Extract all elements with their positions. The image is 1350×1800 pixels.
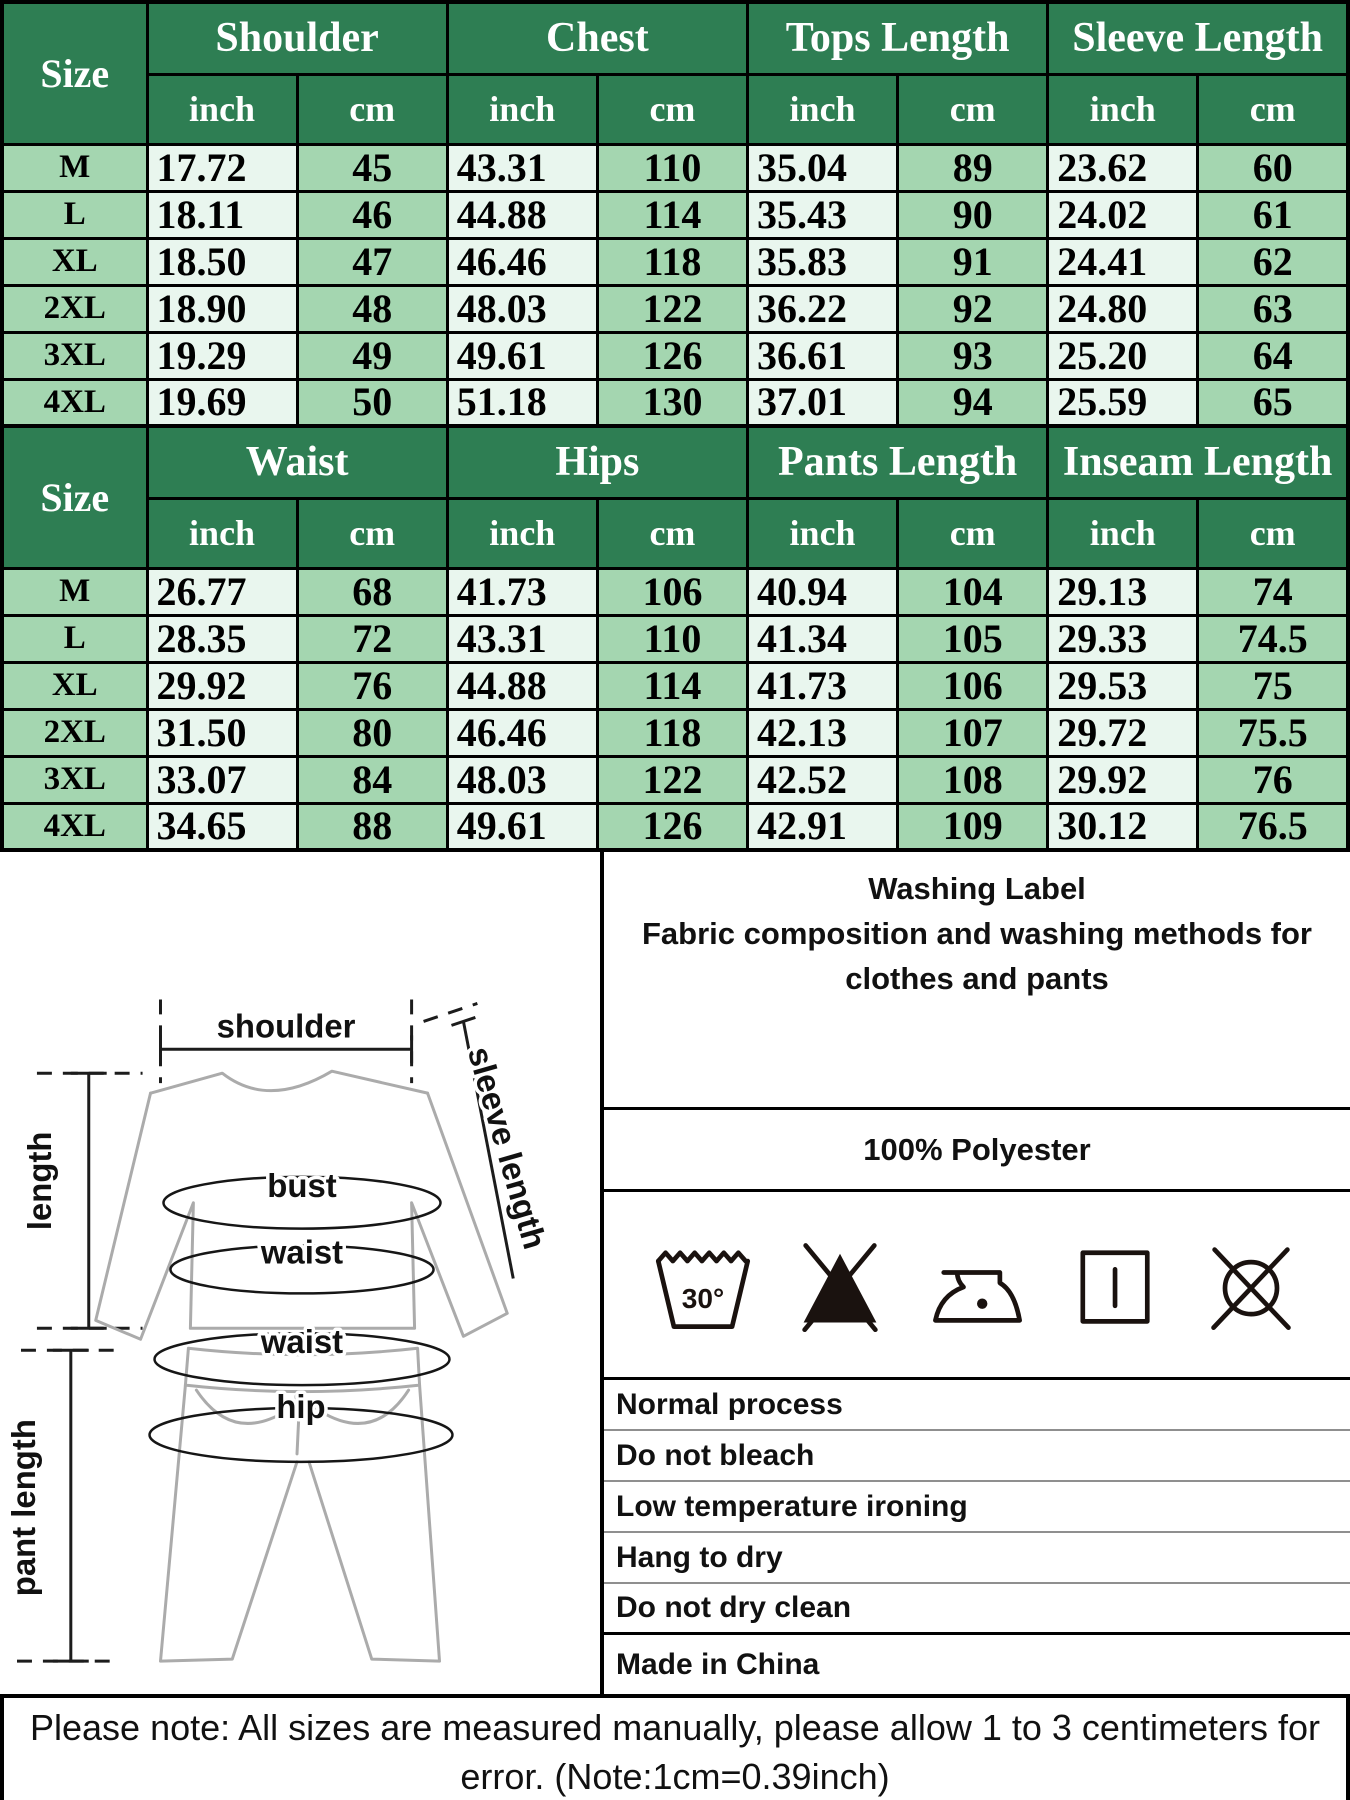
measurement-value: 72: [297, 615, 447, 662]
measurement-value: 91: [898, 238, 1048, 285]
measurement-value: 42.13: [748, 709, 898, 756]
measurement-value: 44.88: [447, 662, 597, 709]
pant-length-label: pant length: [4, 1419, 42, 1597]
measurement-value: 46.46: [447, 238, 597, 285]
measurement-value: 37.01: [748, 379, 898, 426]
measurement-value: 94: [898, 379, 1048, 426]
measurement-value: 49.61: [447, 803, 597, 850]
measurement-value: 64: [1198, 332, 1348, 379]
do-not-dry-clean-icon: [1197, 1230, 1305, 1340]
measurement-value: 44.88: [447, 191, 597, 238]
measurement-value: 48.03: [447, 756, 597, 803]
washing-label-title: Washing Label: [868, 871, 1086, 906]
measurement-value: 24.02: [1048, 191, 1198, 238]
measurement-value: 46: [297, 191, 447, 238]
measurement-value: 76.5: [1198, 803, 1348, 850]
size-column-header: Size: [2, 2, 147, 144]
measurement-value: 84: [297, 756, 447, 803]
table-row: [2, 238, 1348, 285]
unit-header: cm: [297, 74, 447, 144]
measurement-value: 63: [1198, 285, 1348, 332]
measurement-value: 60: [1198, 144, 1348, 191]
measurement-value: 126: [597, 803, 747, 850]
unit-header: cm: [898, 74, 1048, 144]
measurement-diagram: [0, 852, 600, 1694]
shoulder-label: shoulder: [216, 1007, 356, 1045]
measurement-value: 65: [1198, 379, 1348, 426]
group-header-chest: Chest: [447, 2, 747, 74]
unit-header: cm: [1198, 498, 1348, 568]
size-label: 3XL: [2, 332, 147, 379]
measurement-value: 122: [597, 285, 747, 332]
measurement-value: 62: [1198, 238, 1348, 285]
pants-waist-label: waist: [260, 1323, 344, 1361]
size-column-header: Size: [2, 426, 147, 568]
measurement-value: 29.33: [1048, 615, 1198, 662]
measurement-value: 18.11: [147, 191, 297, 238]
size-label: L: [2, 191, 147, 238]
measurement-value: 49: [297, 332, 447, 379]
table-row: [2, 332, 1348, 379]
made-in-china-label: Made in China: [616, 1647, 820, 1681]
measurement-value: 26.77: [147, 568, 297, 615]
measurement-value: 114: [597, 662, 747, 709]
size-label: 4XL: [2, 803, 147, 850]
measurement-value: 92: [898, 285, 1048, 332]
size-label: M: [2, 144, 147, 191]
pants-size-table: [0, 424, 1350, 852]
tops-size-table: [0, 0, 1350, 428]
group-header-waist: Waist: [147, 426, 447, 498]
measurement-value: 35.83: [748, 238, 898, 285]
size-label: 3XL: [2, 756, 147, 803]
care-instruction-low-temperature-ironing: Low temperature ironing: [604, 1482, 1350, 1533]
unit-header: inch: [147, 74, 297, 144]
measurement-value: 41.73: [447, 568, 597, 615]
unit-header: cm: [597, 498, 747, 568]
measurement-value: 31.50: [147, 709, 297, 756]
measurement-value: 105: [898, 615, 1048, 662]
measurement-value: 45: [297, 144, 447, 191]
table-row: [2, 615, 1348, 662]
measurement-value: 30.12: [1048, 803, 1198, 850]
group-header-tops-length: Tops Length: [748, 2, 1048, 74]
tops-table-body: [2, 144, 1348, 426]
measurement-value: 118: [597, 238, 747, 285]
measurement-value: 29.72: [1048, 709, 1198, 756]
hip-label: hip: [276, 1387, 326, 1425]
table-row: [2, 756, 1348, 803]
hang-to-dry-icon: [1060, 1230, 1168, 1340]
table-row: [2, 285, 1348, 332]
fabric-composition: 100% Polyester: [604, 1110, 1350, 1192]
measurement-value: 43.31: [447, 144, 597, 191]
measurement-value: 75: [1198, 662, 1348, 709]
measurement-value: 61: [1198, 191, 1348, 238]
note-line-1: Please note: All sizes are measured manually, please allow 1 to 3 centimeters for: [30, 1707, 1320, 1748]
measurement-value: 80: [297, 709, 447, 756]
washing-label-subtitle-line1: Fabric composition and washing methods for: [642, 916, 1312, 951]
unit-header: inch: [748, 74, 898, 144]
washing-info-panel: [600, 852, 1350, 1694]
measurement-value: 104: [898, 568, 1048, 615]
unit-header: inch: [1048, 74, 1198, 144]
size-label: XL: [2, 662, 147, 709]
table-row: [2, 191, 1348, 238]
group-header-shoulder: Shoulder: [147, 2, 447, 74]
measurement-value: 48: [297, 285, 447, 332]
measurement-value: 25.20: [1048, 332, 1198, 379]
measurement-value: 122: [597, 756, 747, 803]
measurement-value: 43.31: [447, 615, 597, 662]
measurement-value: 18.90: [147, 285, 297, 332]
unit-header: cm: [597, 74, 747, 144]
size-label: 4XL: [2, 379, 147, 426]
measurement-value: 35.04: [748, 144, 898, 191]
measurement-note: [0, 1694, 1350, 1800]
measurement-value: 23.62: [1048, 144, 1198, 191]
measurement-value: 74: [1198, 568, 1348, 615]
care-icons-row: [604, 1192, 1350, 1380]
measurement-value: 33.07: [147, 756, 297, 803]
measurement-value: 47: [297, 238, 447, 285]
care-instruction-do-not-dry-clean: Do not dry clean: [604, 1584, 1350, 1635]
measurement-value: 19.69: [147, 379, 297, 426]
info-section: [0, 852, 1350, 1694]
measurement-value: 42.91: [748, 803, 898, 850]
group-header-row: [2, 426, 1348, 498]
washing-label-subtitle-line2: clothes and pants: [845, 961, 1109, 996]
unit-header: inch: [147, 498, 297, 568]
measurement-value: 41.34: [748, 615, 898, 662]
care-instruction-hang-to-dry: Hang to dry: [604, 1533, 1350, 1584]
size-label: 2XL: [2, 285, 147, 332]
bust-label: bust: [267, 1166, 337, 1204]
table-row: [2, 662, 1348, 709]
measurement-value: 25.59: [1048, 379, 1198, 426]
measurement-value: 48.03: [447, 285, 597, 332]
unit-header: inch: [447, 74, 597, 144]
measurement-value: 76: [1198, 756, 1348, 803]
measurement-value: 130: [597, 379, 747, 426]
measurement-value: 110: [597, 615, 747, 662]
garment-diagram-svg: [0, 852, 600, 1694]
measurement-value: 89: [898, 144, 1048, 191]
size-label: M: [2, 568, 147, 615]
measurement-value: 114: [597, 191, 747, 238]
unit-header: inch: [748, 498, 898, 568]
group-header-inseam-length: Inseam Length: [1048, 426, 1348, 498]
size-label: 2XL: [2, 709, 147, 756]
measurement-value: 29.53: [1048, 662, 1198, 709]
measurement-value: 106: [898, 662, 1048, 709]
group-header-pants-length: Pants Length: [748, 426, 1048, 498]
table-row: [2, 144, 1348, 191]
measurement-value: 76: [297, 662, 447, 709]
care-instruction-do-not-bleach: Do not bleach: [604, 1431, 1350, 1482]
measurement-value: 34.65: [147, 803, 297, 850]
measurement-value: 75.5: [1198, 709, 1348, 756]
group-header-sleeve-length: Sleeve Length: [1048, 2, 1348, 74]
length-label: length: [20, 1131, 58, 1231]
machine-wash-30-icon: [649, 1230, 757, 1340]
measurement-value: 24.41: [1048, 238, 1198, 285]
measurement-value: 29.92: [1048, 756, 1198, 803]
unit-header: inch: [447, 498, 597, 568]
measurement-value: 29.92: [147, 662, 297, 709]
washing-label-header: [604, 852, 1350, 1110]
table-row: [2, 379, 1348, 426]
unit-header-row: [2, 498, 1348, 568]
measurement-value: 110: [597, 144, 747, 191]
measurement-value: 46.46: [447, 709, 597, 756]
size-label: L: [2, 615, 147, 662]
note-line-2: error. (Note:1cm=0.39inch): [460, 1756, 890, 1797]
group-header-row: [2, 2, 1348, 74]
measurement-value: 109: [898, 803, 1048, 850]
unit-header: inch: [1048, 498, 1198, 568]
measurement-value: 93: [898, 332, 1048, 379]
measurement-value: 28.35: [147, 615, 297, 662]
measurement-value: 35.43: [748, 191, 898, 238]
do-not-bleach-icon: [786, 1230, 894, 1340]
shirt-waist-label: waist: [260, 1233, 344, 1271]
pants-table-body: [2, 568, 1348, 850]
measurement-value: 18.50: [147, 238, 297, 285]
table-row: [2, 803, 1348, 850]
measurement-value: 17.72: [147, 144, 297, 191]
measurement-value: 36.22: [748, 285, 898, 332]
measurement-value: 19.29: [147, 332, 297, 379]
measurement-value: 74.5: [1198, 615, 1348, 662]
measurement-value: 88: [297, 803, 447, 850]
svg-text:30°: 30°: [681, 1282, 725, 1314]
measurement-value: 51.18: [447, 379, 597, 426]
measurement-value: 106: [597, 568, 747, 615]
table-row: [2, 709, 1348, 756]
group-header-hips: Hips: [447, 426, 747, 498]
unit-header: cm: [898, 498, 1048, 568]
measurement-value: 40.94: [748, 568, 898, 615]
measurement-value: 42.52: [748, 756, 898, 803]
measurement-value: 107: [898, 709, 1048, 756]
measurement-value: 108: [898, 756, 1048, 803]
measurement-value: 126: [597, 332, 747, 379]
unit-header-row: [2, 74, 1348, 144]
unit-header: cm: [1198, 74, 1348, 144]
sleeve-length-label: sleeve length: [460, 1042, 554, 1253]
measurement-value: 36.61: [748, 332, 898, 379]
table-row: [2, 568, 1348, 615]
size-label: XL: [2, 238, 147, 285]
measurement-value: 90: [898, 191, 1048, 238]
measurement-value: 29.13: [1048, 568, 1198, 615]
measurement-value: 68: [297, 568, 447, 615]
low-temperature-iron-icon: [923, 1230, 1031, 1340]
measurement-value: 24.80: [1048, 285, 1198, 332]
unit-header: cm: [297, 498, 447, 568]
measurement-value: 49.61: [447, 332, 597, 379]
measurement-value: 118: [597, 709, 747, 756]
measurement-value: 50: [297, 379, 447, 426]
measurement-value: 41.73: [748, 662, 898, 709]
care-instruction-normal-process: Normal process: [604, 1380, 1350, 1431]
